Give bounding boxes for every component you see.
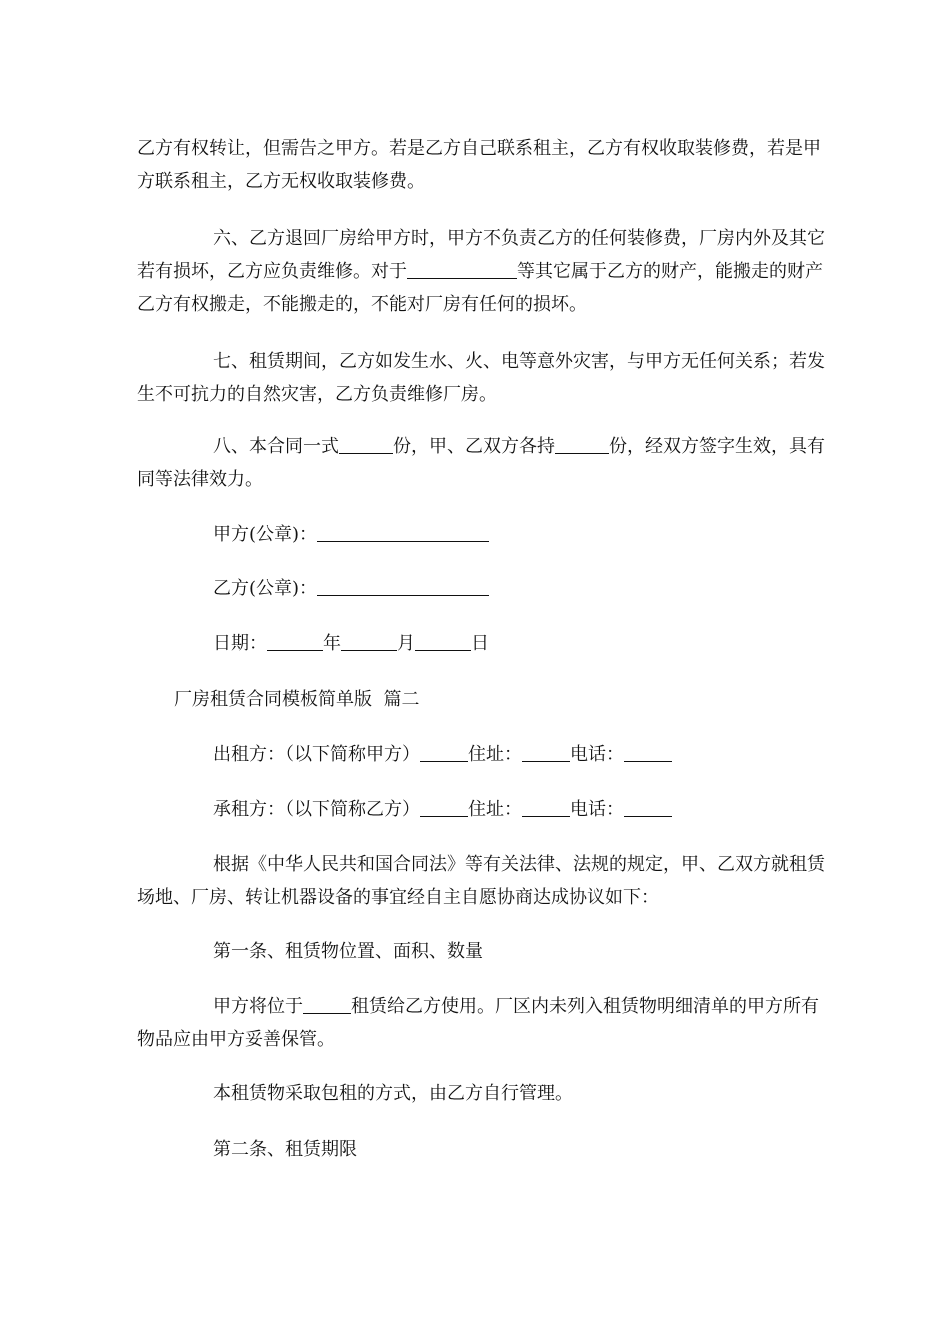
section-title — [174, 683, 419, 716]
signature-party-b-label: 乙方(公章)： — [213, 578, 318, 599]
paragraph-transfer-text: 乙方有权转让，但需告之甲方。若是乙方自己联系租主，乙方有权收取装修费，若是甲方联系租主，乙方无权收取装修费。 — [137, 138, 821, 192]
paragraph-location — [137, 990, 827, 1056]
day-label: 日 — [471, 633, 489, 654]
lessee-phone-blank — [624, 798, 672, 817]
location-text-a: 甲方将位于 — [213, 996, 303, 1017]
location-text-b: 租赁给乙方使用。厂区内未列入租赁物明细清单的甲方所有物品应由甲方妥善保管。 — [137, 996, 819, 1050]
paragraph-lease-mode — [213, 1077, 573, 1110]
blank-field — [407, 260, 517, 279]
lease-mode-text: 本租赁物采取包租的方式，由乙方自行管理。 — [213, 1083, 573, 1104]
lessor-address-blank — [522, 743, 570, 762]
section-title-text: 厂房租赁合同模板简单版 篇二 — [174, 689, 420, 710]
signature-blank — [317, 577, 489, 596]
month-blank — [341, 632, 397, 651]
article-six-text-b: 等其它属于乙方的财产，能搬走的财产乙方有权搬走，不能搬走的，不能对厂房有任何的损坏。 — [137, 261, 823, 315]
date-label: 日期： — [213, 633, 267, 654]
lessor-label: 出租方：（以下简称甲方） — [213, 744, 420, 765]
article-one-title-text: 第一条、租赁物位置、面积、数量 — [213, 941, 483, 962]
paragraph-legal-basis — [137, 848, 827, 914]
blank-field — [339, 435, 393, 454]
paragraph-article-eight — [137, 430, 827, 496]
location-blank — [303, 995, 351, 1014]
signature-party-a-label: 甲方(公章)： — [213, 524, 318, 545]
month-label: 月 — [397, 633, 415, 654]
signature-party-a — [213, 518, 489, 551]
day-blank — [415, 632, 471, 651]
paragraph-article-six — [137, 222, 827, 321]
article-eight-text-b: 份，甲、乙双方各持 — [393, 436, 555, 457]
lessor-phone-label: 电话： — [570, 744, 624, 765]
year-blank — [267, 632, 323, 651]
legal-basis-text: 根据《中华人民共和国合同法》等有关法律、法规的规定，甲、乙双方就租赁场地、厂房、转让机器设备的事宜经自主自愿协商达成协议如下： — [137, 854, 825, 908]
signature-party-b — [213, 572, 489, 605]
article-seven-text: 七、租赁期间，乙方如发生水、火、电等意外灾害，与甲方无任何关系；若发生不可抗力的自然灾害，乙方负责维修厂房。 — [137, 351, 825, 405]
paragraph-article-seven — [137, 345, 827, 411]
article-six-text-a: 六、乙方退回厂房给甲方时，甲方不负责乙方的任何装修费，厂房内外及其它若有损坏，乙方应负责维修。对于 — [137, 228, 825, 282]
paragraph-transfer — [137, 132, 827, 198]
date-line — [213, 627, 489, 660]
lessor-phone-blank — [624, 743, 672, 762]
lessee-label: 承租方：（以下简称乙方） — [213, 799, 420, 820]
lessee-phone-label: 电话： — [570, 799, 624, 820]
article-one-title — [213, 935, 483, 968]
lessee-line — [213, 793, 672, 826]
lessor-line — [213, 738, 672, 771]
article-two-title — [213, 1133, 357, 1166]
article-eight-text-a: 八、本合同一式 — [213, 436, 339, 457]
year-label: 年 — [323, 633, 341, 654]
lessor-name-blank — [420, 743, 468, 762]
lessor-address-label: 住址： — [468, 744, 522, 765]
signature-blank — [317, 523, 489, 542]
lessee-address-label: 住址： — [468, 799, 522, 820]
blank-field — [555, 435, 609, 454]
article-two-title-text: 第二条、租赁期限 — [213, 1139, 357, 1160]
lessee-address-blank — [522, 798, 570, 817]
article-eight-text-c: 份，经双方签字生效，具有同等法律效力。 — [137, 436, 825, 490]
lessee-name-blank — [420, 798, 468, 817]
